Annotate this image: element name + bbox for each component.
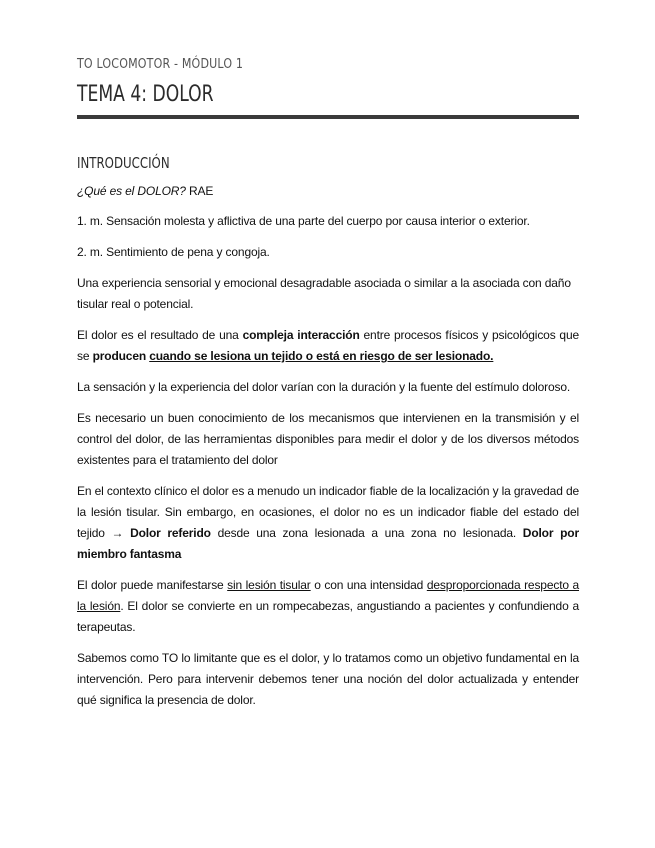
p5-bold-phantom-limb: Dolor por miembro fantasma [77, 526, 579, 561]
p6-text-c: o con una intensidad [310, 578, 427, 592]
p2-text-a: El dolor es el resultado de una [77, 328, 243, 342]
p2-bold-underlined: cuando se lesiona un tejido o está en riesgo de ser lesionado. [149, 349, 494, 363]
question-source: RAE [185, 184, 214, 198]
title-divider [77, 115, 579, 119]
paragraph-sensation: La sensación y la experiencia del dolor varían con la duración y la fuente del estímulo doloroso. [77, 380, 571, 394]
p5-text-c: desde una zona lesionada a una zona no lesionada. [210, 526, 523, 540]
paragraph-clinical-context [77, 481, 579, 565]
question-line [77, 181, 579, 202]
p5-bold-referred-pain: Dolor referido [130, 526, 211, 540]
p6-text-a: El dolor puede manifestarse [77, 578, 228, 592]
p6-underline-disproportionate: desproporcionada respecto a la lesión [77, 578, 580, 613]
page-title: TEMA 4: DOLOR [77, 82, 214, 107]
paragraph-interaction [77, 325, 579, 367]
p5-text-a: En el contexto clínico el dolor es a menudo un indicador fiable de la localización y la gravedad de la lesión tisular. Sin embargo, en ocasiones, el dolor no es un indicador fiable del estado del tejido → [77, 484, 579, 540]
p2-text-c: entre procesos físicos y psicológicos que se [77, 328, 579, 363]
document-body [77, 181, 579, 721]
p2-bold-interaction: compleja interacción [242, 328, 360, 342]
paragraph-manifestation [77, 575, 579, 638]
paragraph-iasp-definition: Una experiencia sensorial y emocional desagradable asociada o similar a la asociada con daño tisular real o potencial. [77, 276, 571, 311]
paragraph-mechanisms: Es necesario un buen conocimiento de los mecanismos que intervienen en la transmisión y el control del dolor, de las herramientas disponibles para medir el dolor y de los diversos métodos existentes para el tratamiento del dolor [77, 411, 579, 467]
course-heading: TO LOCOMOTOR - MÓDULO 1 [77, 56, 244, 72]
paragraph-occupational-therapy: Sabemos como TO lo limitante que es el dolor, y lo tratamos como un objetivo fundamental en la intervención. Pero para intervenir debemos tener una noción del dolor actualizada y entender qué significa la presencia de dolor. [77, 651, 579, 707]
p6-underline-no-lesion: sin lesión tisular [227, 578, 311, 592]
question-text: ¿Qué es el DOLOR? [77, 184, 186, 198]
p6-text-e: . El dolor se convierte en un rompecabezas, angustiando a pacientes y confundiendo a terapeutas. [77, 599, 579, 634]
definition-1: 1. m. Sensación molesta y aflictiva de una parte del cuerpo por causa interior o exterior. [77, 214, 530, 228]
definition-2: 2. m. Sentimiento de pena y congoja. [77, 245, 270, 259]
p2-bold-produce: producen [92, 349, 150, 363]
section-heading: INTRODUCCIÓN [77, 154, 170, 172]
